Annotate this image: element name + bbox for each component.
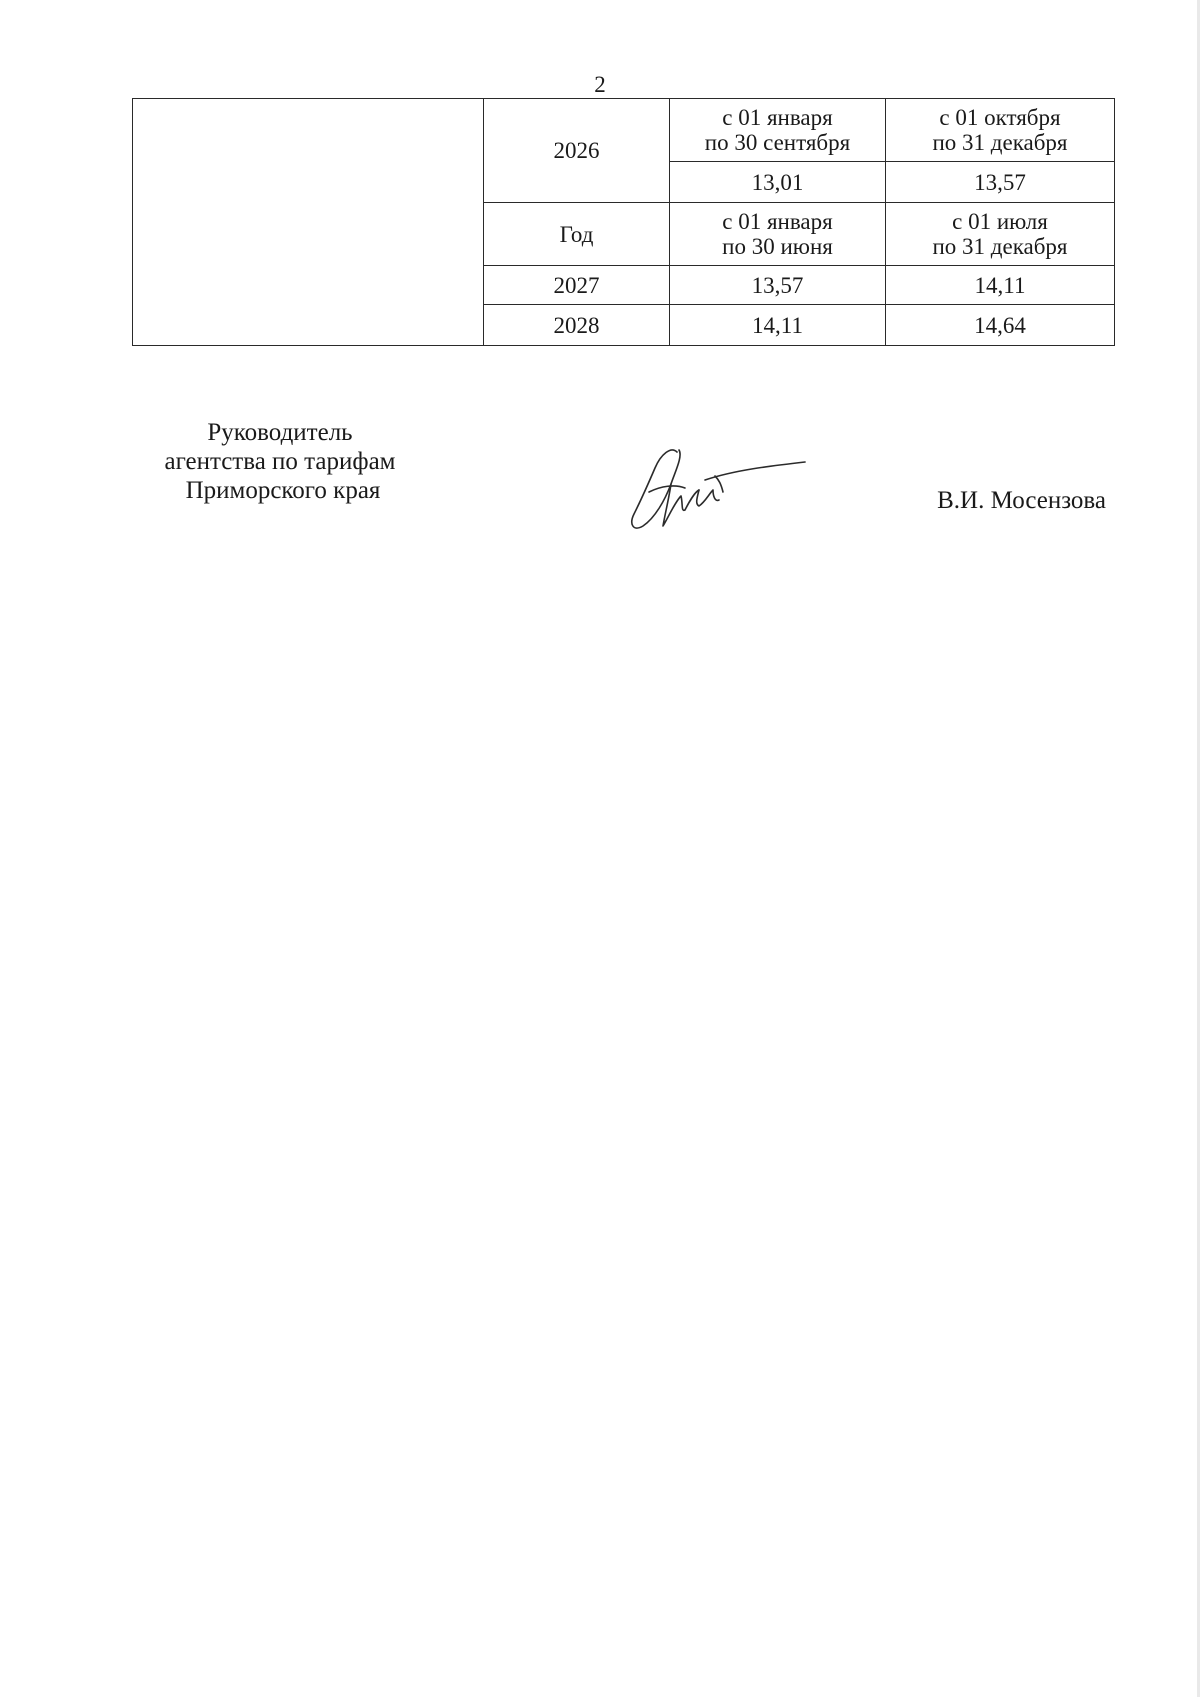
- signatory-title-line: Приморского края: [185, 477, 381, 504]
- period-header-cell: [886, 99, 1115, 162]
- merged-blank-cell: [133, 99, 484, 346]
- period-header-cell: [670, 99, 886, 162]
- period-header-line: по 30 июня: [722, 234, 833, 259]
- value-cell: 13,57: [670, 266, 886, 305]
- signatory-title-line: агентства по тарифам: [164, 448, 396, 475]
- signer-name: В.И. Мосензова: [937, 487, 1106, 514]
- value-cell: 13,57: [886, 162, 1115, 203]
- value-cell: 14,11: [670, 305, 886, 346]
- value-cell: 13,01: [670, 162, 886, 203]
- signatory-title: [140, 418, 420, 505]
- signatory-title-line: Руководитель: [207, 419, 353, 446]
- page-number: 2: [594, 72, 606, 97]
- tariff-table: [132, 98, 1115, 346]
- period-header-line: с 01 января: [722, 209, 833, 234]
- period-header-line: с 01 октября: [939, 105, 1061, 130]
- year-cell: 2026: [484, 99, 670, 203]
- period-header-line: по 30 сентября: [704, 130, 851, 155]
- table-row: [133, 99, 1115, 162]
- period-header-line: по 31 декабря: [932, 234, 1068, 259]
- period-header-cell: [886, 203, 1115, 266]
- period-header-line: по 31 декабря: [932, 130, 1068, 155]
- period-header-line: с 01 июля: [952, 209, 1048, 234]
- period-header-line: с 01 января: [722, 105, 833, 130]
- value-cell: 14,64: [886, 305, 1115, 346]
- year-cell: 2027: [484, 266, 670, 305]
- year-header-cell: Год: [484, 203, 670, 266]
- year-cell: 2028: [484, 305, 670, 346]
- value-cell: 14,11: [886, 266, 1115, 305]
- period-header-cell: [670, 203, 886, 266]
- handwritten-signature-icon: [625, 440, 810, 540]
